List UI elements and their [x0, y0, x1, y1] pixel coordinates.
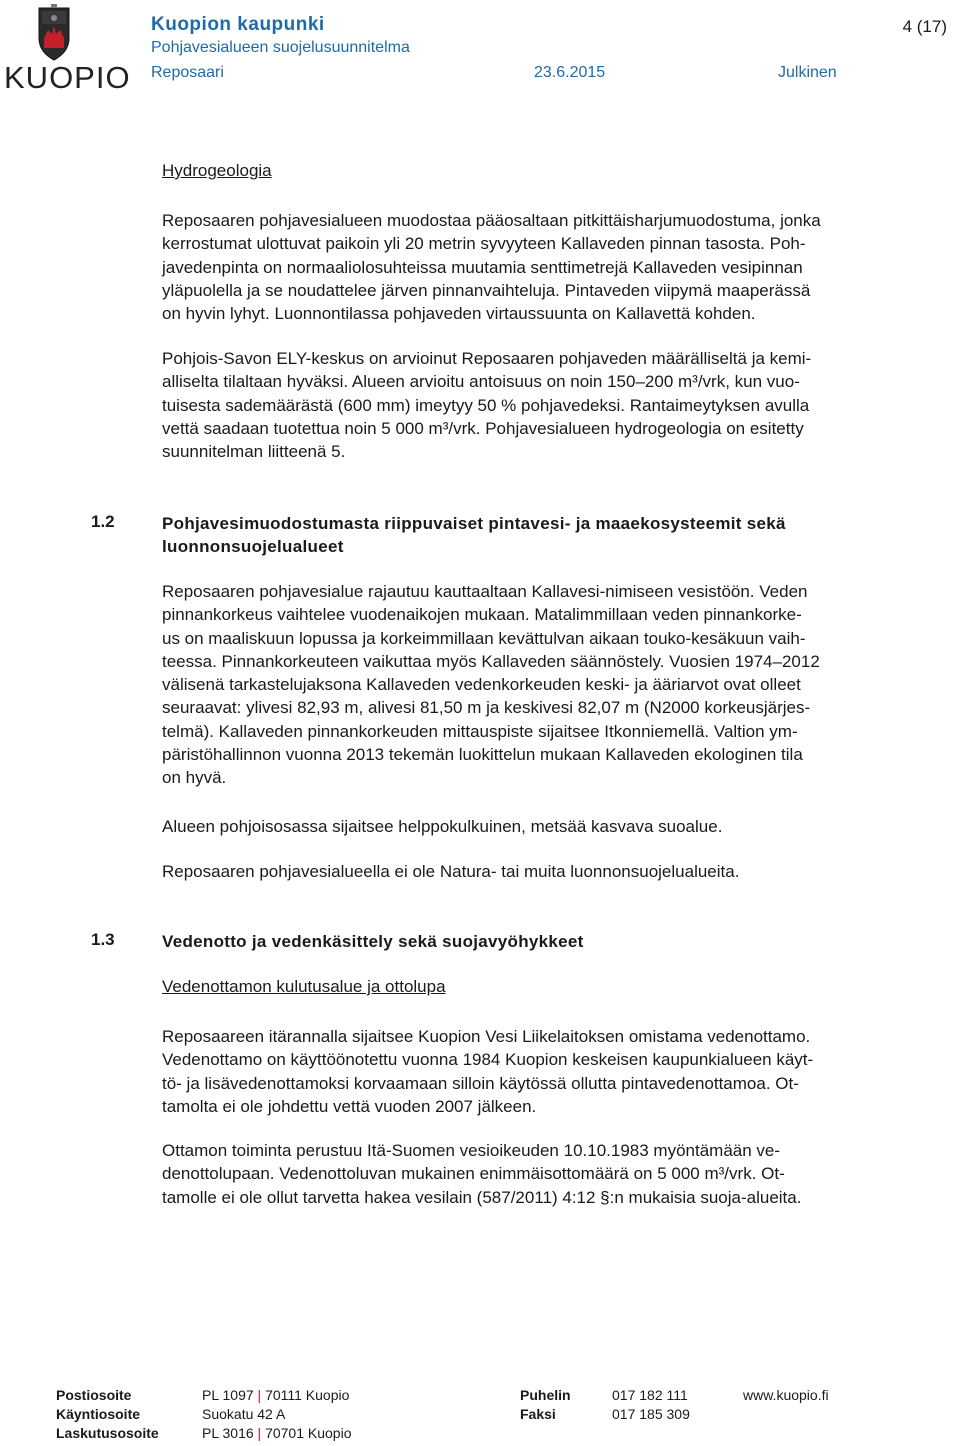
document-title: Pohjavesialueen suojelusuunnitelma: [151, 39, 410, 56]
text-line: Reposaaren pohjavesialueen muodostaa pääosaltaan pitkittäisharjumuodostuma, jonka: [162, 211, 821, 230]
text-line: teessa. Pinnankorkeuteen vaikuttaa myös Kallaveden säännöstely. Vuosien 1974–2012: [162, 651, 820, 671]
footer-billing-label: Laskutusosoite: [56, 1425, 159, 1441]
hydrogeology-paragraph-2: [162, 347, 954, 463]
section-number-1-3: 1.3: [91, 930, 115, 949]
page-number: 4 (17): [902, 17, 947, 36]
text-line: tamolta ei ole johdettu vettä vuoden 2007 jälkeen.: [162, 1096, 537, 1116]
section-title-hydrogeology: Hydrogeologia: [162, 161, 272, 180]
separator: |: [257, 1425, 262, 1441]
footer-fax: 017 185 309: [612, 1406, 690, 1422]
subsection-title: Vedenottamon kulutusalue ja ottolupa: [162, 977, 446, 996]
text-line: kerrostumat ulottuvat paikoin yli 20 metrin syvyyteen Kallaveden pinnan tasosta. Poh-: [162, 234, 806, 254]
text-line: on hyvä.: [162, 768, 227, 788]
hydrogeology-paragraph-1: [162, 209, 954, 325]
text-line: vettä saadaan tuotettua noin 5 000 m³/vrk. Pohjavesialueen hydrogeologia on esitetty: [162, 418, 804, 438]
text-line: Ottamon toiminta perustuu Itä-Suomen vesioikeuden 10.10.1983 myöntämään ve-: [162, 1141, 781, 1160]
text-line: Alueen pohjoisosassa sijaitsee helppokulkuinen, metsää kasvava suoalue.: [162, 817, 723, 836]
document-date: 23.6.2015: [534, 64, 606, 81]
text-line: Reposaaren pohjavesialueella ei ole Natura- tai muita luonnonsuojelualueita.: [162, 862, 740, 881]
footer-phone-label: Puhelin: [520, 1387, 571, 1403]
text-line: suunnitelman liitteenä 5.: [162, 442, 346, 462]
text-line: Reposaaren pohjavesialue rajautuu kauttaaltaan Kallavesi-nimiseen vesistöön. Veden: [162, 582, 808, 601]
text-line: Reposaareen itärannalla sijaitsee Kuopion Vesi Liikelaitoksen omistama vedenottamo.: [162, 1027, 811, 1046]
section-1-2-paragraph-3: [162, 860, 954, 883]
section-1-3-paragraph-1: [162, 1025, 954, 1118]
organization-name: Kuopion kaupunki: [151, 14, 325, 35]
text-line: päristöhallinnon vuonna 2013 tekemän luokittelun mukaan Kallaveden ekologinen tila: [162, 745, 803, 765]
text-line: us on maaliskuun lopussa ja korkeimmillaan kevättulvan aikaan touko-kesäkuun vaih-: [162, 628, 806, 648]
text-line: tamolle ei ole ollut tarvetta hakea vesilain (587/2011) 4:12 §:n mukaisia suoja-alueita.: [162, 1187, 802, 1207]
footer-fax-label: Faksi: [520, 1406, 556, 1422]
text-line: yläpuolella ja se noudattelee järven pinnanvaihteluja. Pintaveden viipymä maaperässä: [162, 280, 811, 300]
text-line: Pohjois-Savon ELY-keskus on arvioinut Reposaaren pohjaveden määrälliseltä ja kemi-: [162, 349, 812, 368]
text-line: tuisesta sademäärästä (600 mm) imeytyy 50 % pohjavedeksi. Rantaimeytyksen avulla: [162, 395, 810, 415]
text-line: tö- ja lisävedenottamoksi korvaamaan silloin käytössä ollutta pintavedenottamoa. Ot-: [162, 1073, 799, 1093]
text-line: välisenä tarkastelujaksona Kallaveden vedenkorkeuden keski- ja ääriarvot ovat olleet: [162, 675, 801, 695]
text-line: denottolupaan. Vedenottoluvan mukainen enimmäisottomäärä on 5 000 m³/vrk. Ot-: [162, 1164, 785, 1184]
heading-line: Pohjavesimuodostumasta riippuvaiset pintavesi- ja maaekosysteemit sekä: [162, 514, 786, 533]
section-heading-1-2: [162, 512, 954, 558]
footer-postal-address: PL 1097 | 70111 Kuopio: [202, 1387, 350, 1403]
text-line: Vedenottamo on käyttöönotettu vuonna 1984 Kuopion keskeisen kaupunkialueen käyt-: [162, 1050, 814, 1070]
text-line: seuraavat: ylivesi 82,93 m, alivesi 81,50 m ja keskivesi 82,07 m (N2000 korkeusjärjes-: [162, 698, 811, 718]
area-name: Reposaari: [151, 64, 224, 81]
footer-visit-address: Suokatu 42 A: [202, 1406, 286, 1422]
coat-of-arms-icon: [4, 4, 104, 64]
text-line: pinnankorkeus vaihtelee vuodenaikojen mukaan. Matalimmillaan veden pinnankorke-: [162, 605, 802, 625]
footer-visit-label: Käyntiosoite: [56, 1406, 141, 1422]
text-line: telmä). Kallaveden pinnankorkeuden mittauspiste sijaitsee Itkonniemellä. Valtion ym-: [162, 721, 798, 741]
footer-postal-label: Postiosoite: [56, 1387, 132, 1403]
separator: |: [257, 1387, 262, 1403]
text-line: javedenpinta on normaaliolosuhteissa muutamia senttimetrejä Kallaveden vesipinnan: [162, 257, 803, 277]
section-number-1-2: 1.2: [91, 512, 115, 531]
section-1-2-paragraph-1: [162, 580, 954, 790]
footer-website-link[interactable]: www.kuopio.fi: [743, 1387, 829, 1403]
section-heading-1-3: Vedenotto ja vedenkäsittely sekä suojavyöhykkeet: [162, 932, 584, 951]
footer-phone: 017 182 111: [612, 1387, 688, 1403]
section-1-2-paragraph-2: [162, 815, 954, 838]
section-1-3-paragraph-2: [162, 1139, 954, 1209]
footer-billing-address: PL 3016 | 70701 Kuopio: [202, 1425, 352, 1441]
classification-label: Julkinen: [778, 64, 837, 81]
text-line: on hyvin lyhyt. Luonnontilassa pohjaveden virtaussuunta on Kallavettä kohden.: [162, 304, 756, 324]
text-line: alliselta tilaltaan hyväksi. Alueen arvioitu antoisuus on noin 150–200 m³/vrk, kun vuo-: [162, 372, 800, 392]
heading-line: luonnonsuojelualueet: [162, 537, 344, 556]
logo-wordmark: KUOPIO: [4, 60, 131, 95]
